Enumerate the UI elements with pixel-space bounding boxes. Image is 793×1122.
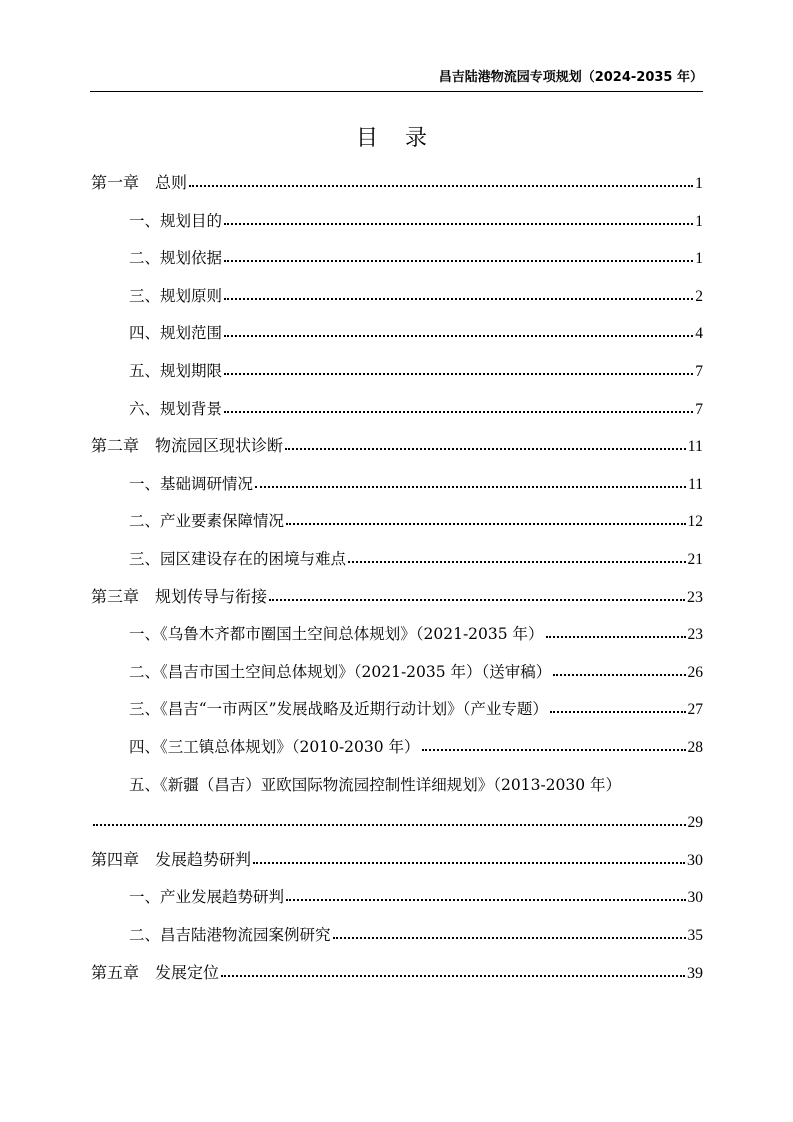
toc-chapter-entry[interactable]: [91, 581, 703, 607]
toc-entry-title: 四、规划范围: [129, 324, 223, 343]
toc-section-entry[interactable]: [91, 505, 703, 531]
toc-entry-title: 二、《昌吉市国土空间总体规划》（2021-2035 年）（送审稿）: [129, 662, 552, 681]
toc-leader-dots: [224, 298, 693, 300]
toc-leader-dots: [286, 899, 685, 901]
toc-leader-dots: [224, 260, 693, 262]
toc-entry-title: 一、基础调研情况: [129, 474, 254, 493]
toc-leader-dots: [221, 975, 685, 977]
toc-chapter-entry[interactable]: [91, 167, 703, 193]
toc-entry-title: 第二章 物流园区现状诊断: [91, 436, 284, 456]
toc-section-entry[interactable]: [91, 731, 703, 757]
toc-chapter-entry[interactable]: [91, 957, 703, 983]
toc-leader-dots: [224, 373, 693, 375]
toc-entry-title: 四、《三工镇总体规划》（2010-2030 年）: [129, 738, 420, 756]
toc-leader-dots: [253, 862, 685, 864]
page-title: 目 录: [356, 126, 437, 151]
toc-leader-dots: [550, 711, 686, 713]
toc-page-number: 11: [688, 475, 703, 493]
toc-section-entry[interactable]: [91, 355, 703, 381]
toc-page-number: 4: [695, 325, 703, 343]
toc-page-number: 26: [687, 663, 703, 681]
toc-leader-dots: [422, 749, 686, 751]
toc-section-entry[interactable]: [91, 317, 703, 343]
toc-page-number: 1: [695, 250, 703, 268]
toc-page-number: 29: [687, 814, 703, 832]
toc-entry-title: 五、《新疆（昌吉）亚欧国际物流园控制性详细规划》（2013-2030 年）: [129, 775, 622, 794]
toc-section-entry[interactable]: [91, 769, 703, 795]
toc-leader-dots: [255, 486, 686, 488]
toc-page-number: 1: [695, 175, 703, 192]
toc-page-number: 7: [695, 400, 703, 418]
toc-leader-dots: [348, 561, 685, 563]
toc-entry-title: 一、规划目的: [129, 211, 223, 230]
toc-page-number: 27: [687, 701, 703, 719]
toc-entry-title: 三、规划原则: [129, 286, 223, 305]
running-header: 昌吉陆港物流园专项规划（2024-2035 年）: [90, 66, 703, 92]
toc-page-number: 23: [687, 626, 703, 644]
toc-leader-dots: [224, 223, 693, 225]
toc-page-number: 2: [695, 287, 703, 305]
toc-entry-title: 六、规划背景: [129, 399, 223, 418]
toc-section-entry[interactable]: [91, 393, 703, 419]
toc-entry-title: 一、产业发展趋势研判: [129, 888, 285, 907]
toc-section-entry[interactable]: [91, 242, 703, 268]
toc-leader-dots: [546, 636, 686, 638]
toc-section-entry[interactable]: [91, 205, 703, 231]
toc-entry-title: 一、《乌鲁木齐都市圈国土空间总体规划》（2021-2035 年）: [129, 625, 544, 644]
toc-page-number: 23: [687, 588, 703, 606]
toc-leader-dots: [333, 937, 686, 939]
toc-page-number: 21: [687, 551, 703, 568]
toc-page-number: 11: [687, 438, 703, 456]
toc-entry-title: 三、园区建设存在的困境与难点: [129, 550, 347, 568]
toc-page-number: 39: [687, 964, 703, 982]
toc-entry-title: 三、《昌吉“一市两区”发展战略及近期行动计划》（产业专题）: [129, 700, 548, 719]
toc-section-entry[interactable]: [91, 280, 703, 306]
toc-leader-dots: [189, 185, 693, 187]
toc-page-number: 7: [695, 363, 703, 380]
toc-leader-dots: [224, 335, 693, 337]
toc-leader-dots: [93, 824, 686, 826]
toc-page-number: 28: [687, 739, 703, 756]
toc-page-number: 35: [687, 927, 703, 944]
toc-leader-dots: [286, 523, 685, 525]
toc-section-entry[interactable]: [91, 618, 703, 644]
toc-entry-title: 二、规划依据: [129, 249, 223, 268]
toc-chapter-entry[interactable]: [91, 430, 703, 456]
toc-entry-title: 第三章 规划传导与衔接: [91, 586, 268, 606]
toc-entry-title: 第五章 发展定位: [91, 962, 220, 982]
toc-section-entry[interactable]: [91, 468, 703, 494]
toc-leader-dots: [269, 599, 685, 601]
toc-chapter-entry[interactable]: [91, 844, 703, 870]
toc-entry-title: 二、产业要素保障情况: [129, 512, 285, 531]
toc-section-entry[interactable]: [91, 881, 703, 907]
toc-section-entry[interactable]: [91, 806, 703, 832]
toc-section-entry[interactable]: [91, 543, 703, 569]
toc-page-number: 30: [687, 851, 703, 869]
toc-section-entry[interactable]: [91, 656, 703, 682]
toc-leader-dots: [224, 411, 693, 413]
toc-page-number: 1: [695, 212, 703, 230]
toc-leader-dots: [285, 448, 686, 450]
toc-entry-title: 第四章 发展趋势研判: [91, 849, 252, 869]
toc-page-number: 30: [687, 889, 703, 907]
toc-page-number: 12: [687, 513, 703, 531]
toc-leader-dots: [553, 674, 685, 676]
toc-section-entry[interactable]: [91, 693, 703, 719]
toc-entry-title: 二、昌吉陆港物流园案例研究: [129, 926, 331, 944]
toc-section-entry[interactable]: [91, 919, 703, 945]
toc-entry-title: 第一章 总则: [91, 173, 188, 192]
toc-entry-title: 五、规划期限: [129, 362, 223, 380]
